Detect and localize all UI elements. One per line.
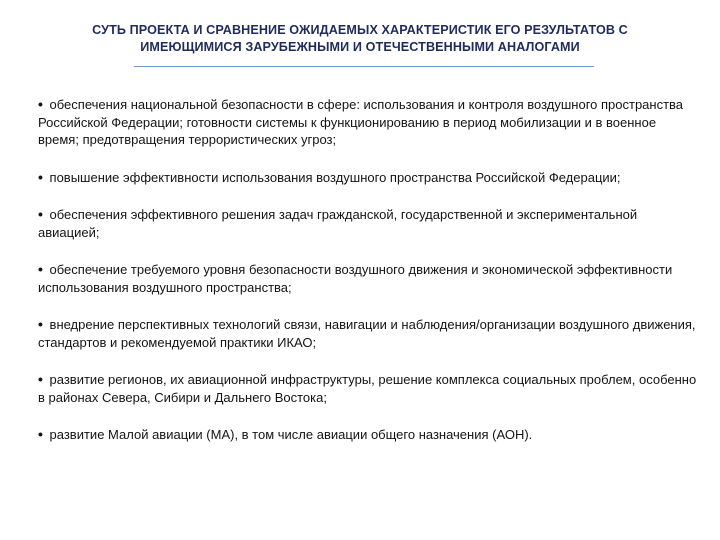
title-line-2: ИМЕЮЩИМИСЯ ЗАРУБЕЖНЫМИ И ОТЕЧЕСТВЕННЫМИ АНАЛОГАМИ <box>140 40 580 54</box>
bullet-text: обеспечение требуемого уровня безопасности воздушного движения и экономической эффективности использования воздушного пространства; <box>38 262 673 295</box>
bullet-text: повышение эффективности использования воздушного пространства Российской Федерации; <box>49 169 621 185</box>
bullet-item <box>38 371 698 406</box>
bullet-item <box>38 316 698 351</box>
title-divider <box>134 66 594 67</box>
page-title <box>30 22 690 56</box>
bullet-text: развитие Малой авиации (МА), в том числе авиации общего назначения (АОН). <box>49 427 533 442</box>
bullet-text: развитие регионов, их авиационной инфраструктуры, решение комплекса социальных проблем, особенно в районах Севера, Сибири и Дальнего Востока; <box>38 372 697 405</box>
bullet-dot-icon: • <box>38 168 43 185</box>
bullet-text: обеспечения эффективного решения задач гражданской, государственной и экспериментальной авиацией; <box>38 207 638 240</box>
bullet-text: внедрение перспективных технологий связи, навигации и наблюдения/организации воздушного движения, стандартов и рекомендуемой практики ИКАО; <box>38 317 696 350</box>
title-line-1: СУТЬ ПРОЕКТА И СРАВНЕНИЕ ОЖИДАЕМЫХ ХАРАКТЕРИСТИК ЕГО РЕЗУЛЬТАТОВ С <box>92 23 628 37</box>
bullet-item <box>38 261 698 296</box>
bullet-list <box>38 96 698 444</box>
bullet-dot-icon: • <box>38 206 43 222</box>
bullet-text: обеспечения национальной безопасности в сфере: использования и контроля воздушного пространства Российской Федерации; готовности системы к функционированию в период мобилизации и в военное время; предотвращения террористических угроз; <box>38 97 684 147</box>
bullet-item <box>38 426 698 444</box>
bullet-item <box>38 206 698 241</box>
bullet-item <box>38 169 698 187</box>
bullet-item <box>38 96 698 149</box>
bullet-dot-icon: • <box>38 316 43 332</box>
bullet-dot-icon: • <box>38 261 43 277</box>
bullet-dot-icon: • <box>38 426 43 442</box>
bullet-dot-icon: • <box>38 96 43 112</box>
bullet-dot-icon: • <box>38 371 43 387</box>
